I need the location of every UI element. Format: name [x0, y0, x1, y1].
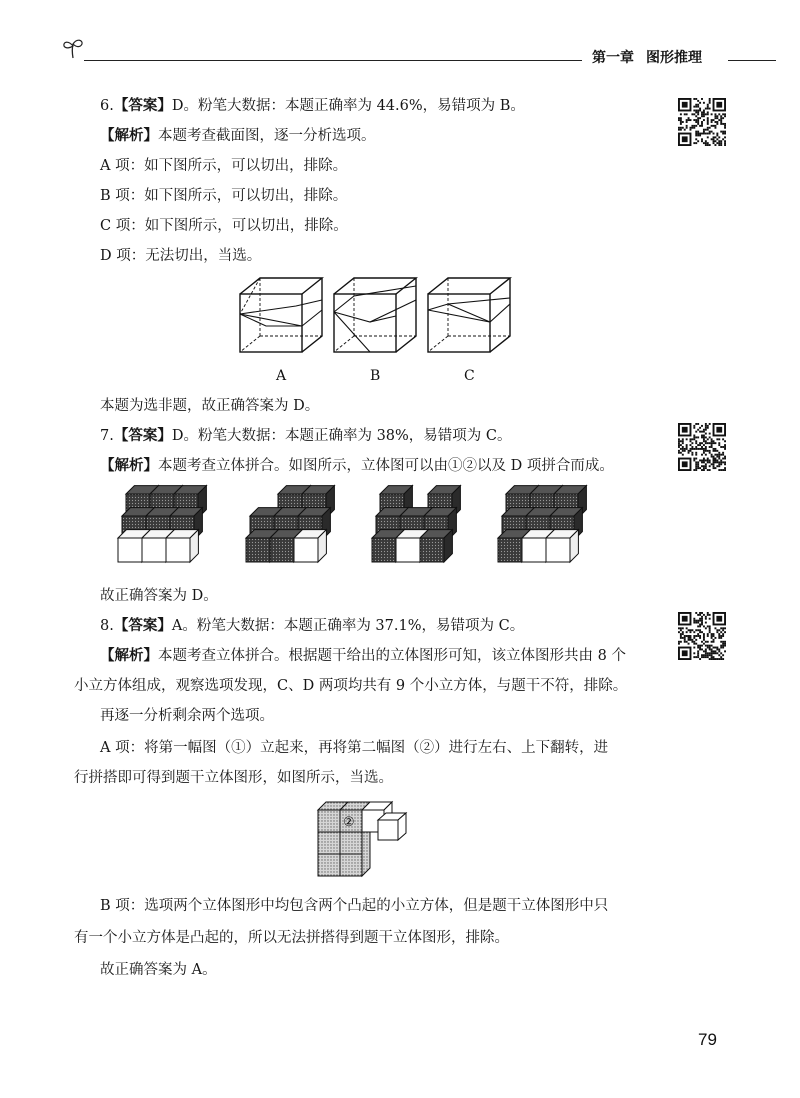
q6-answer-text: D。粉笔大数据：本题正确率为 44.6%，易错项为 B。: [171, 98, 525, 114]
header-rule-left: [84, 60, 582, 61]
q7-fig1-base-cube: [166, 530, 198, 562]
q8-conclusion: 故正确答案为 A。: [100, 962, 217, 978]
q7-answer-tag: 【答案】: [113, 427, 172, 444]
q7-conclusion: 故正确答案为 D。: [100, 588, 218, 604]
q8-number: 8.: [100, 618, 114, 634]
header-section: 图形推理: [646, 50, 702, 66]
q6-option-b: B 项：如下图所示，可以切出，排除。: [100, 188, 348, 204]
q6-figure-label-b: B: [370, 368, 381, 384]
q6-analysis-line: [100, 126, 376, 146]
q6-answer-tag: 【答案】: [113, 97, 172, 114]
q6-option-c: C 项：如下图所示，可以切出，排除。: [100, 218, 348, 234]
q6-cube-figure-a: [236, 276, 326, 356]
q8-analysis-tag: 【解析】: [100, 647, 158, 664]
q8-analysis-text-1: 本题考查立体拼合。根据题干给出的立体图形可知，该立体图形共由 8 个: [158, 648, 626, 664]
header-rule-right: [728, 60, 776, 61]
q7-fig4-base-cube: [546, 530, 578, 562]
q8-line-7: 有一个小立方体是凸起的，所以无法拼搭得到题干立体图形，排除。: [74, 930, 509, 946]
q7-fig3-base-cube: [420, 530, 452, 562]
q8-analysis-line-1: [100, 646, 626, 666]
q6-answer-line: [100, 96, 525, 116]
qr-code-icon: [678, 612, 726, 660]
q6-conclusion: 本题为选非题，故正确答案为 D。: [100, 398, 320, 414]
qr-code-icon: [678, 423, 726, 471]
q7-block-figures: [110, 484, 650, 570]
q6-analysis-text: 本题考查截面图，逐一分析选项。: [158, 128, 376, 144]
q7-answer-text: D。粉笔大数据：本题正确率为 38%，易错项为 C。: [171, 428, 512, 444]
q8-stacked-cubes-figure: [312, 796, 412, 882]
running-header: [592, 47, 722, 67]
q8-answer-text: A。粉笔大数据：本题正确率为 37.1%，易错项为 C。: [171, 618, 525, 634]
q7-analysis-text: 本题考查立体拼合。如图所示，立体图可以由①②以及 D 项拼合而成。: [158, 458, 614, 474]
q8-line-4: A 项：将第一幅图（①）立起来，再将第二幅图（②）进行左右、上下翻转，进: [100, 740, 609, 756]
q6-option-a: A 项：如下图所示，可以切出，排除。: [100, 158, 348, 174]
q6-analysis-tag: 【解析】: [100, 127, 158, 144]
q7-analysis-line: [100, 456, 614, 476]
q8-line-5: 行拼搭即可得到题干立体图形，如图所示，当选。: [74, 770, 393, 786]
q6-figure-label-a: A: [276, 368, 287, 384]
q6-cube-figure-b: [330, 276, 420, 356]
q8-answer-line: [100, 616, 524, 636]
q6-cube-figure-c: [424, 276, 514, 356]
q7-fig2-base-cube: [294, 530, 326, 562]
header-chapter: 第一章: [592, 50, 634, 66]
q7-number: 7.: [100, 428, 114, 444]
q7-answer-line: [100, 426, 512, 446]
q7-analysis-tag: 【解析】: [100, 457, 158, 474]
q8-line-3: 再逐一分析剩余两个选项。: [100, 708, 274, 724]
qr-code-icon: [678, 98, 726, 146]
q6-figure-label-c: C: [464, 368, 475, 384]
leaf-icon: [60, 36, 86, 60]
q8-line-6: B 项：选项两个立体图形中均包含两个凸起的小立方体，但是题干立体图形中只: [100, 898, 609, 914]
q6-option-d: D 项：无法切出，当选。: [100, 248, 262, 264]
q6-number: 6.: [100, 98, 114, 114]
q8-answer-tag: 【答案】: [113, 617, 172, 634]
q8-figure-mark: ②: [343, 815, 355, 830]
page-number: 79: [698, 1030, 717, 1049]
q8-analysis-line-2: 小立方体组成，观察选项发现，C、D 两项均共有 9 个小立方体，与题干不符，排除。: [74, 678, 628, 694]
